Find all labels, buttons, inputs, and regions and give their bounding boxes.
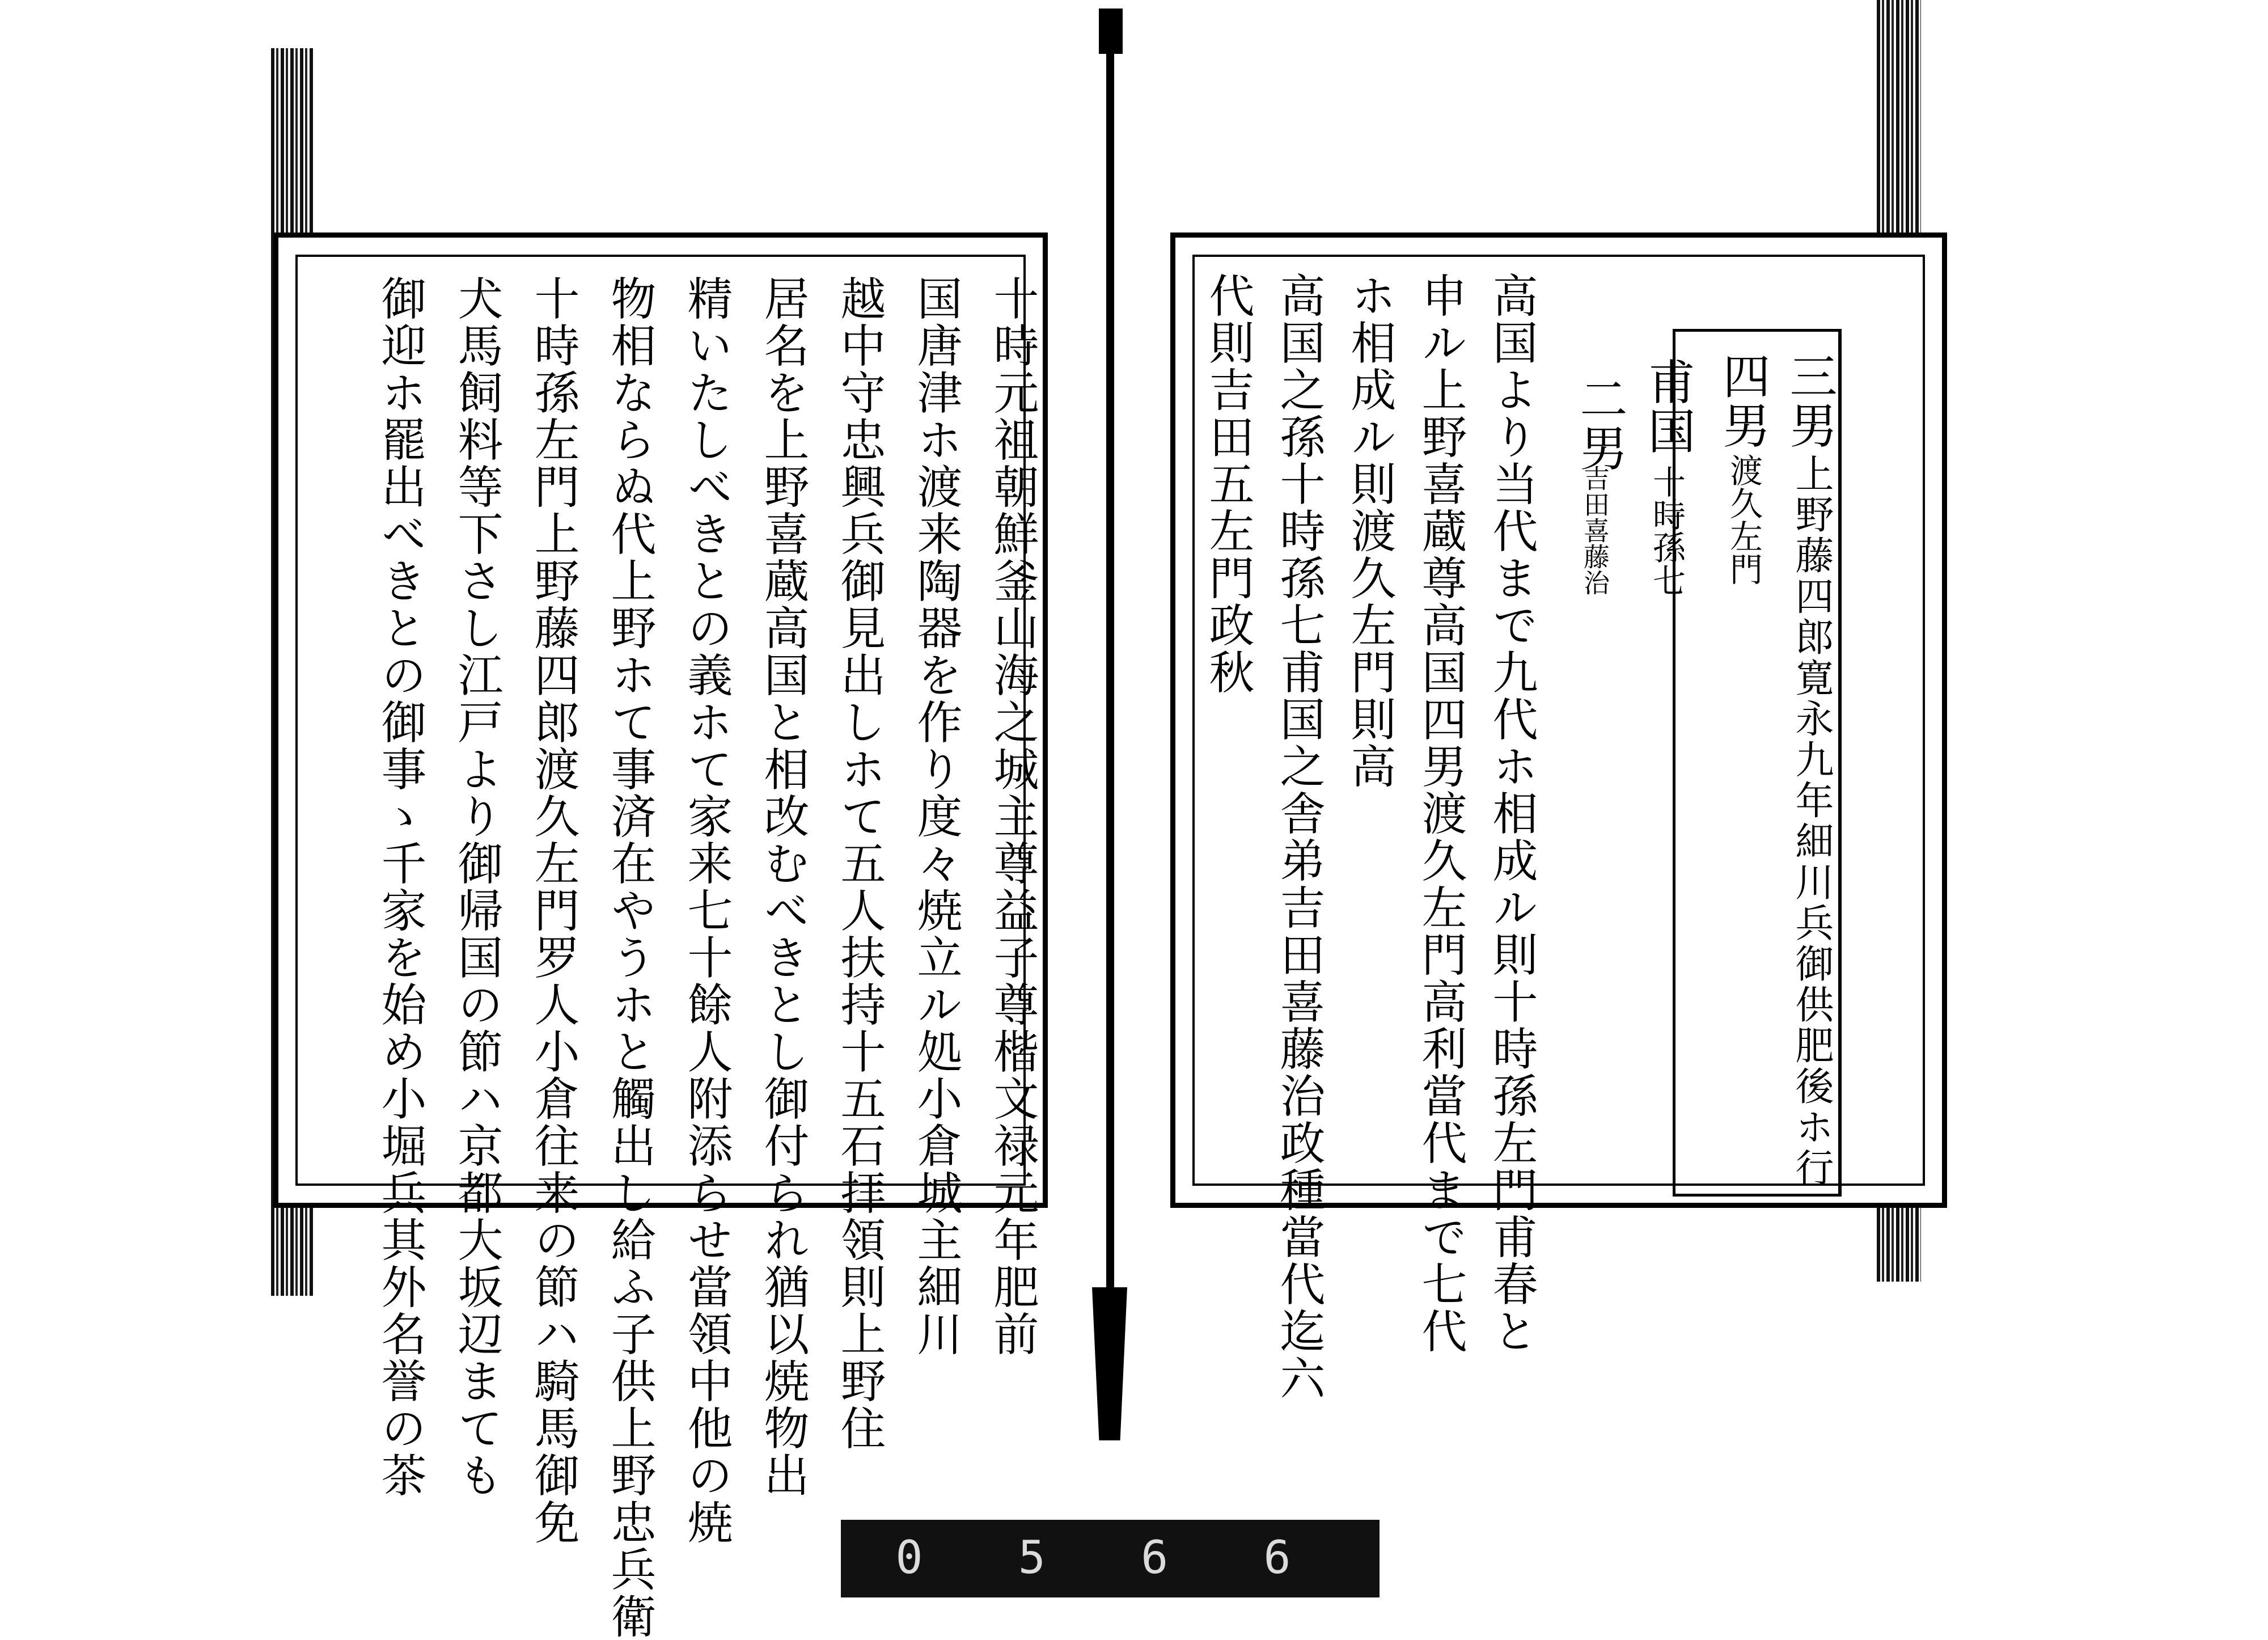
- archive-stamp-number: 0 5 6 6: [895, 1531, 1325, 1584]
- left-text-column: 居名を上野喜蔵高国と相改むべきとし御付られ猶以焼物出: [756, 275, 809, 1499]
- son2-label: 二男: [1572, 374, 1628, 473]
- left-text-column: 精いたしべきとの義ホて家来七十餘人附添らせ當領中他の焼: [680, 275, 733, 1546]
- son2-note: 吉田喜藤治: [1580, 465, 1610, 595]
- spine-bottom-mark: [1092, 1287, 1127, 1440]
- right-text-column: 申ル上野喜蔵尊高国四男渡久左門高利當代まで七代: [1414, 272, 1467, 1355]
- archive-stamp: [841, 1520, 1380, 1597]
- left-text-column: 物相ならぬ代上野ホて事済在やうホと觸出し給ふ子供上野忠兵衛: [603, 275, 656, 1640]
- right-text-column: 高国之孫十時孫七甫国之舎弟吉田喜藤治政種當代迄六: [1272, 272, 1325, 1402]
- son3-text: 上野藤四郎寛永九年細川兵御供肥後ホ行: [1789, 454, 1834, 1189]
- right-text-column: ホ相成ル則渡久左門則高: [1343, 272, 1396, 790]
- left-text-column: 越中守忠興兵御見出しホて五人扶持十五石拝領則上野住: [833, 275, 886, 1452]
- left-text-column: 国唐津ホ渡来陶器を作り度々焼立ル処小倉城主細川: [909, 275, 962, 1358]
- book-spine: [1106, 54, 1114, 1290]
- heir-note: 十時孫七: [1647, 465, 1686, 597]
- son4-text: 渡久左門: [1724, 454, 1763, 585]
- right-text-column: 代則吉田五左門政秋: [1201, 272, 1254, 696]
- son4-label: 四男: [1715, 352, 1771, 450]
- left-text-column: 十時孫左門上野藤四郎渡久左門罗人小倉往来の節ハ騎馬御免: [527, 275, 579, 1546]
- left-text-column: 御迎ホ罷出べきとの御事ゝ千家を始め小堀兵其外名誉の茶: [374, 275, 426, 1499]
- left-text-column: 犬馬飼料等下さし江戸より御帰国の節ハ京都大坂辺まても: [450, 275, 503, 1499]
- heir-label: 甫国: [1640, 357, 1696, 456]
- spine-top-mark: [1099, 9, 1123, 54]
- son3-label: 三男: [1782, 352, 1838, 450]
- left-text-column: 十時元祖朝鮮釜山海之城主尊益子尊楷文禄元年肥前: [986, 275, 1039, 1358]
- right-text-column: 高国より当代まで九代ホ相成ル則十時孫左門甫春と: [1485, 272, 1538, 1355]
